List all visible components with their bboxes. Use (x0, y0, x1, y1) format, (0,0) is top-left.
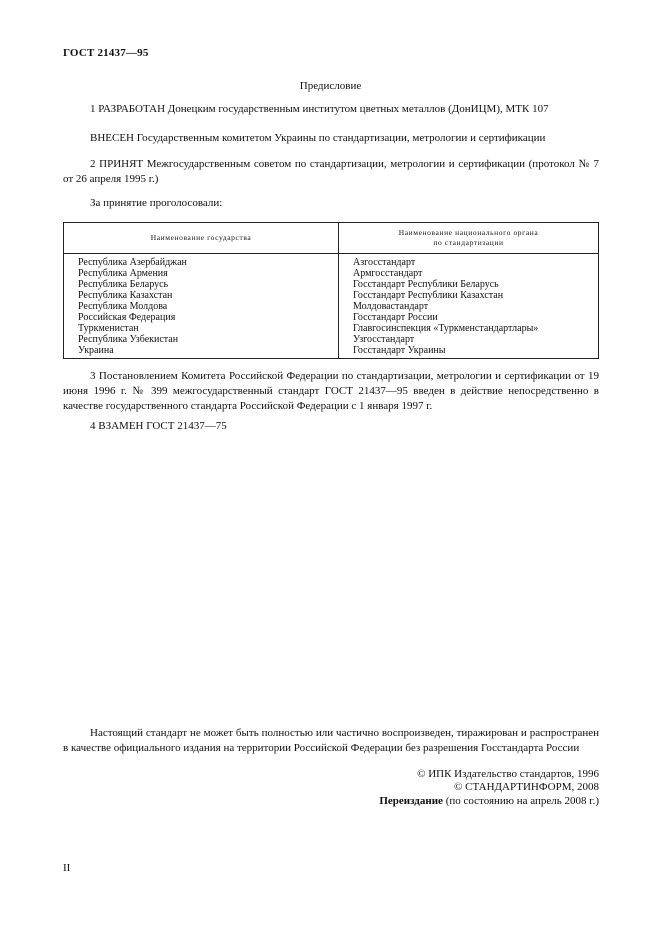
introduced-paragraph: ВНЕСЕН Государственным комитетом Украины по стандартизации, метрологии и сертификации (90, 132, 546, 144)
standards-body-name: Госстандарт Республики Беларусь (353, 279, 499, 290)
reissue-label: Переиздание (379, 795, 443, 807)
standards-body-name: Госстандарт Украины (353, 345, 446, 356)
standards-body-name: Узгосстандарт (353, 334, 415, 345)
reproduction-notice: Настоящий стандарт не может быть полностью или частично воспроизведен, тиражирован и распространен в качестве официального издания на территории Российской Федерации без разрешения Госстандарта России (63, 727, 599, 754)
state-name: Республика Молдова (78, 301, 168, 312)
developed-paragraph: 1 РАЗРАБОТАН Донецким государственным институтом цветных металлов (ДонИЦМ), МТК 107 (90, 103, 549, 115)
standards-body-name: Армгосстандарт (353, 268, 423, 279)
standards-body-name: Главгосинспекция «Туркменстандартлары» (353, 323, 539, 334)
state-name: Республика Казахстан (78, 290, 173, 301)
vote-table (63, 222, 599, 359)
standards-body-name: Молдовастандарт (353, 301, 429, 312)
reissue-date: (по состоянию на апрель 2008 г.) (442, 795, 599, 807)
standards-body-name: Азгосстандарт (353, 257, 416, 268)
column-header-body-line1: Наименование национального органа (398, 228, 539, 237)
vote-table-header-row (64, 223, 599, 254)
reissue-line (379, 794, 599, 808)
copyright-ipk: © ИПК Издательство стандартов, 1996 (417, 768, 599, 780)
state-name: Республика Азербайджан (78, 257, 187, 268)
standards-body-cells (339, 254, 599, 359)
standards-body-name: Госстандарт Республики Казахстан (353, 290, 504, 301)
column-header-state: Наименование государства (64, 223, 339, 254)
state-name: Республика Узбекистан (78, 334, 179, 345)
column-header-standards-body (339, 223, 599, 254)
standards-body-name: Госстандарт России (353, 312, 438, 323)
column-header-body-line2: по стандартизации (433, 238, 504, 247)
state-name: Российская Федерация (78, 312, 176, 323)
state-name: Туркменистан (78, 323, 139, 334)
adopted-paragraph: 2 ПРИНЯТ Межгосударственным советом по стандартизации, метрологии и сертификации (протокол № 7 от 26 апреля 1995 г.) (63, 158, 599, 185)
voted-label: За принятие проголосовали: (90, 197, 223, 209)
state-name: Республика Армения (78, 268, 168, 279)
state-name: Украина (78, 345, 114, 356)
decree-paragraph: 3 Постановлением Комитета Российской Федерации по стандартизации, метрологии и сертификации от 19 июня 1996 г. № 399 межгосударственный стандарт ГОСТ 21437—95 введен в действие непосредственно в качестве государственного стандарта Российской Федерации с 1 января 1997 г. (63, 370, 599, 412)
replaces-paragraph: 4 ВЗАМЕН ГОСТ 21437—75 (90, 420, 227, 432)
section-title: Предисловие (299, 80, 362, 92)
page-number: II (63, 862, 71, 874)
document-code: ГОСТ 21437—95 (63, 47, 149, 59)
state-name: Республика Беларусь (78, 279, 169, 290)
table-row (64, 254, 599, 359)
state-cells (64, 254, 339, 359)
copyright-standartinform: © СТАНДАРТИНФОРМ, 2008 (454, 781, 599, 793)
